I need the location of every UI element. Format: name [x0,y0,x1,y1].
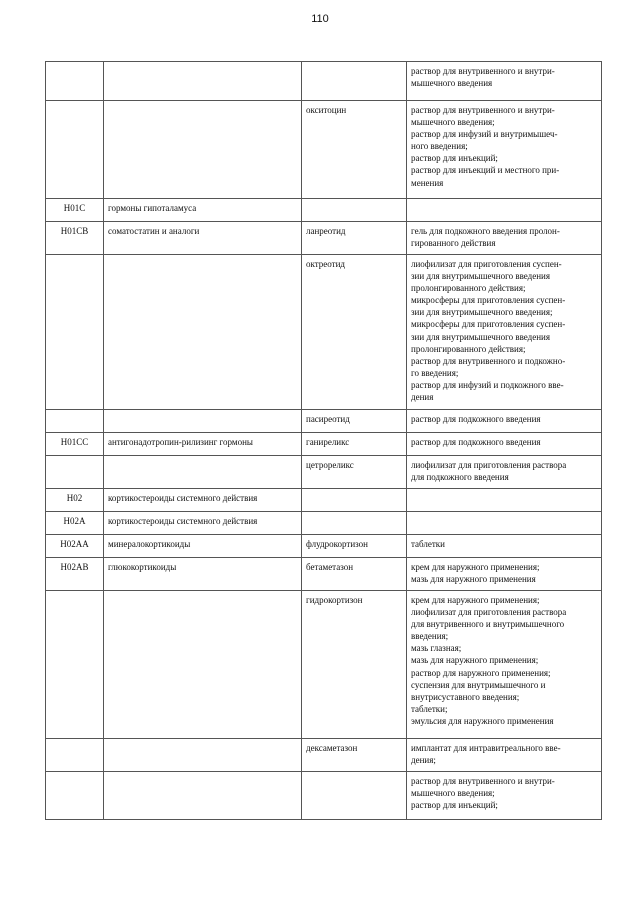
cell-forms: крем для наружного применения; лиофилизат для приготовления раствора для внутривенного и внутримышечного введения; мазь глазная; мазь для наружного применения; раствор для наружного применения; суспензия для внутримышечного и внутрисуставного введения; таблетки; эмульсия для наружного применения [407,591,602,739]
cell-forms: таблетки [407,535,602,558]
cell-drug [302,772,407,820]
cell-code: H02A [46,512,104,535]
table-row [46,433,602,456]
cell-drug: октреотид [302,255,407,410]
table-row [46,739,602,772]
cell-group [104,62,302,101]
cell-group [104,456,302,489]
cell-group [104,591,302,739]
cell-group: гормоны гипоталамуса [104,199,302,222]
cell-forms: раствор для подкожного введения [407,410,602,433]
cell-drug: бетаметазон [302,558,407,591]
cell-code [46,101,104,199]
cell-code [46,410,104,433]
drug-table [45,61,602,820]
cell-forms: раствор для подкожного введения [407,433,602,456]
cell-code: H02AA [46,535,104,558]
cell-group [104,101,302,199]
table-row [46,456,602,489]
cell-group: минералокортикоиды [104,535,302,558]
table-row [46,558,602,591]
cell-code: H01CB [46,222,104,255]
cell-forms: лиофилизат для приготовления раствора для подкожного введения [407,456,602,489]
table-row [46,101,602,199]
cell-group: кортикостероиды системного действия [104,512,302,535]
cell-code: H01C [46,199,104,222]
cell-forms: крем для наружного применения; мазь для наружного применения [407,558,602,591]
cell-drug: окситоцин [302,101,407,199]
cell-drug: цетрореликс [302,456,407,489]
page-number: 110 [311,13,329,25]
cell-drug [302,199,407,222]
table-row [46,489,602,512]
table-row [46,535,602,558]
cell-forms [407,512,602,535]
cell-group: кортикостероиды системного действия [104,489,302,512]
cell-code [46,255,104,410]
cell-drug: дексаметазон [302,739,407,772]
cell-drug [302,512,407,535]
cell-forms: раствор для внутривенного и внутри- мышечного введения [407,62,602,101]
cell-drug: ланреотид [302,222,407,255]
cell-forms: гель для подкожного введения пролон- гированного действия [407,222,602,255]
cell-group [104,739,302,772]
cell-forms [407,199,602,222]
cell-forms: лиофилизат для приготовления суспен- зии для внутримышечного введения пролонгированного действия; микросферы для приготовления суспен- зии для внутримышечного введения; микросферы для приготовления суспен- зии для внутримышечного введения пролонгированного действия; раствор для внутривенного и подкожно- го введения; раствор для инфузий и подкожного вве- дения [407,255,602,410]
cell-drug [302,62,407,101]
table-row [46,772,602,820]
table-row [46,410,602,433]
cell-group: соматостатин и аналоги [104,222,302,255]
cell-code [46,62,104,101]
cell-code: H02 [46,489,104,512]
cell-forms: раствор для внутривенного и внутри- мышечного введения; раствор для инфузий и внутримышеч- ного введения; раствор для инъекций; раствор для инъекций и местного при- менения [407,101,602,199]
table-row [46,222,602,255]
cell-drug [302,489,407,512]
cell-drug: флудрокортизон [302,535,407,558]
cell-group [104,772,302,820]
cell-drug: гидрокортизон [302,591,407,739]
cell-drug: ганиреликс [302,433,407,456]
cell-group: антигонадотропин-рилизинг гормоны [104,433,302,456]
cell-code: H02AB [46,558,104,591]
table-row [46,255,602,410]
table-row [46,199,602,222]
cell-forms: раствор для внутривенного и внутри- мышечного введения; раствор для инъекций; [407,772,602,820]
cell-code [46,456,104,489]
cell-code [46,739,104,772]
cell-code [46,591,104,739]
drug-table-body [46,62,602,820]
cell-forms [407,489,602,512]
table-row [46,62,602,101]
cell-group [104,255,302,410]
cell-forms: имплантат для интравитреального вве- дения; [407,739,602,772]
cell-drug: пасиреотид [302,410,407,433]
cell-code: H01CC [46,433,104,456]
table-row [46,591,602,739]
cell-code [46,772,104,820]
table-row [46,512,602,535]
cell-group: глюкокортикоиды [104,558,302,591]
cell-group [104,410,302,433]
